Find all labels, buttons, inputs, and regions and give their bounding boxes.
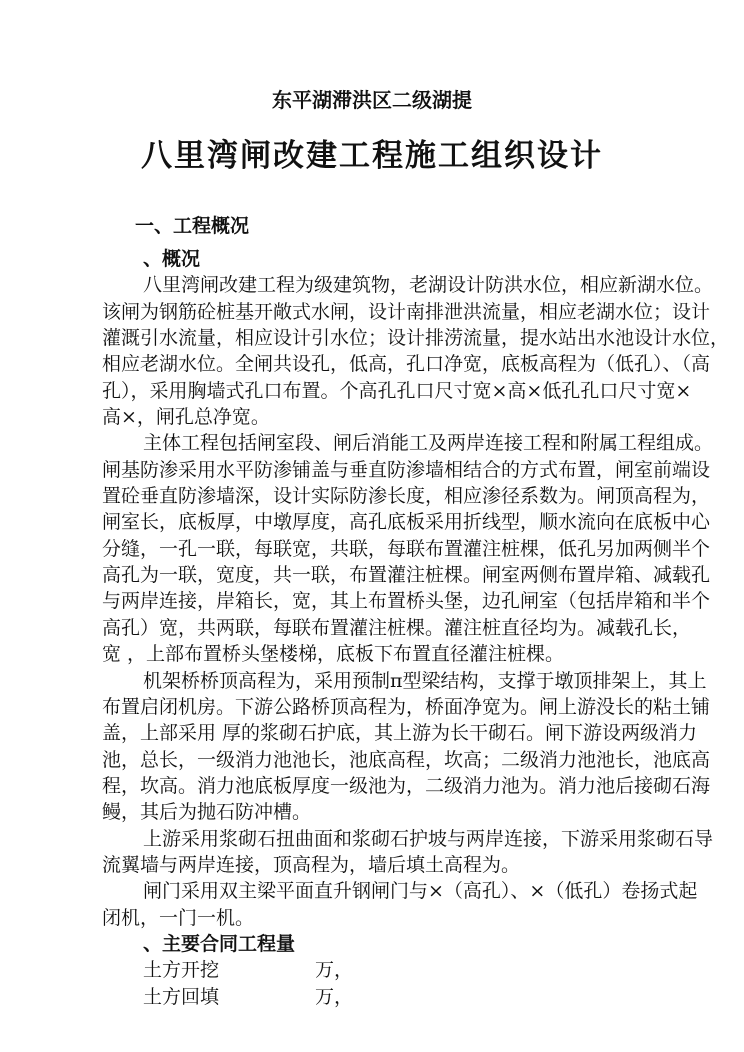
quantity-row bbox=[102, 984, 680, 1010]
paragraph-line: 主体工程包括闸室段、闸后消能工及两岸连接工程和附属工程组成。 bbox=[143, 432, 714, 455]
document-body bbox=[102, 246, 730, 1010]
quantities-list bbox=[102, 957, 680, 1010]
paragraph-line: 鳗，其后为抛石防冲槽。 bbox=[102, 801, 312, 824]
paragraph-line: 灌溉引水流量，相应设计引水位；设计排涝流量，提水站出水池设计水位， bbox=[102, 327, 730, 350]
document-title: 八里湾闸改建工程施工组织设计 bbox=[141, 138, 603, 174]
quantity-item: 土方开挖 bbox=[143, 959, 220, 982]
paragraph-line: 上游采用浆砌石扭曲面和浆砌石护坡与两岸连接，下游采用浆砌石导 bbox=[143, 827, 714, 850]
paragraph bbox=[102, 272, 730, 430]
paragraph-line: 该闸为钢筋砼桩基开敞式水闸，设计南排泄洪流量，相应老湖水位；设计 bbox=[102, 300, 711, 323]
paragraph-line: 闭机，一门一机。 bbox=[102, 906, 255, 929]
subsection-heading-quantities: 、主要合同工程量 bbox=[143, 932, 296, 955]
paragraph bbox=[102, 430, 714, 667]
paragraph-line: 高孔）宽，共两联，每联布置灌注桩棵。灌注桩直径均为。减载孔长， bbox=[102, 616, 692, 639]
quantity-unit: 万， bbox=[315, 959, 354, 982]
paragraph-line: 闸门采用双主梁平面直升钢闸门与×（高孔）、×（低孔）卷扬式起 bbox=[143, 880, 698, 903]
paragraph bbox=[102, 826, 714, 879]
paragraph-line: 池，总长，一级消力池池长，池底高程，坎高；二级消力池池长，池底高 bbox=[102, 748, 711, 771]
paragraph-line: 流翼墙与两岸连接，顶高程为，墙后填土高程为。 bbox=[102, 853, 521, 876]
subsection-heading-overview: 、概况 bbox=[143, 248, 201, 270]
paragraph-line: 相应老湖水位。全闸共设孔，低高，孔口净宽，底板高程为（低孔）、（高 bbox=[102, 353, 711, 376]
paragraph-line: 机架桥桥顶高程为，采用预制π型梁结构，支撑于墩顶排架上，其上 bbox=[143, 669, 707, 692]
paragraph-line: 闸室长，底板厚，中墩厚度，高孔底板采用折线型，顺水流向在底板中心 bbox=[102, 511, 711, 534]
paragraph-line: 闸基防渗采用水平防渗铺盖与垂直防渗墙相结合的方式布置，闸室前端设 bbox=[102, 458, 711, 481]
document-subtitle: 东平湖滞洪区二级湖提 bbox=[272, 88, 472, 112]
paragraph-line: 布置启闭机房。下游公路桥顶高程为，桥面净宽为。闸上游没长的粘土铺 bbox=[102, 695, 711, 718]
quantity-unit: 万， bbox=[315, 985, 354, 1008]
section-heading: 一、工程概况 bbox=[135, 215, 250, 237]
quantity-item: 土方回填 bbox=[143, 985, 220, 1008]
paragraph-line: 程，坎高。消力池底板厚度一级池为，二级消力池为。消力池后接砌石海 bbox=[102, 774, 711, 797]
paragraph bbox=[102, 878, 698, 931]
paragraph-line: 宽 ，上部布置桥头堡楼梯，底板下布置直径灌注桩棵。 bbox=[102, 643, 565, 666]
paragraph-line: 盖，上部采用 厚的浆砌石护底，其上游为长干砌石。闸下游设两级消力 bbox=[102, 722, 698, 745]
paragraphs bbox=[102, 272, 730, 931]
paragraph-line: 高×，闸孔总净宽。 bbox=[102, 406, 270, 429]
paragraph-line: 孔），采用胸墙式孔口布置。个高孔孔口尺寸宽×高×低孔孔口尺寸宽× bbox=[102, 379, 692, 402]
paragraph-line: 八里湾闸改建工程为级建筑物，老湖设计防洪水位，相应新湖水位。 bbox=[143, 274, 714, 297]
paragraph-line: 高孔为一联，宽度，共一联，布置灌注桩棵。闸室两侧布置岸箱、减载孔 bbox=[102, 564, 711, 587]
paragraph-line: 与两岸连接，岸箱长，宽，其上布置桥头堡，边孔闸室（包括岸箱和半个 bbox=[102, 590, 711, 613]
paragraph-line: 分缝，一孔一联，每联宽，共联，每联布置灌注桩棵，低孔另加两侧半个 bbox=[102, 537, 711, 560]
paragraph bbox=[102, 668, 711, 826]
quantity-row bbox=[102, 957, 680, 983]
paragraph-line: 置砼垂直防渗墙深，设计实际防渗长度，相应渗径系数为。闸顶高程为， bbox=[102, 485, 711, 508]
